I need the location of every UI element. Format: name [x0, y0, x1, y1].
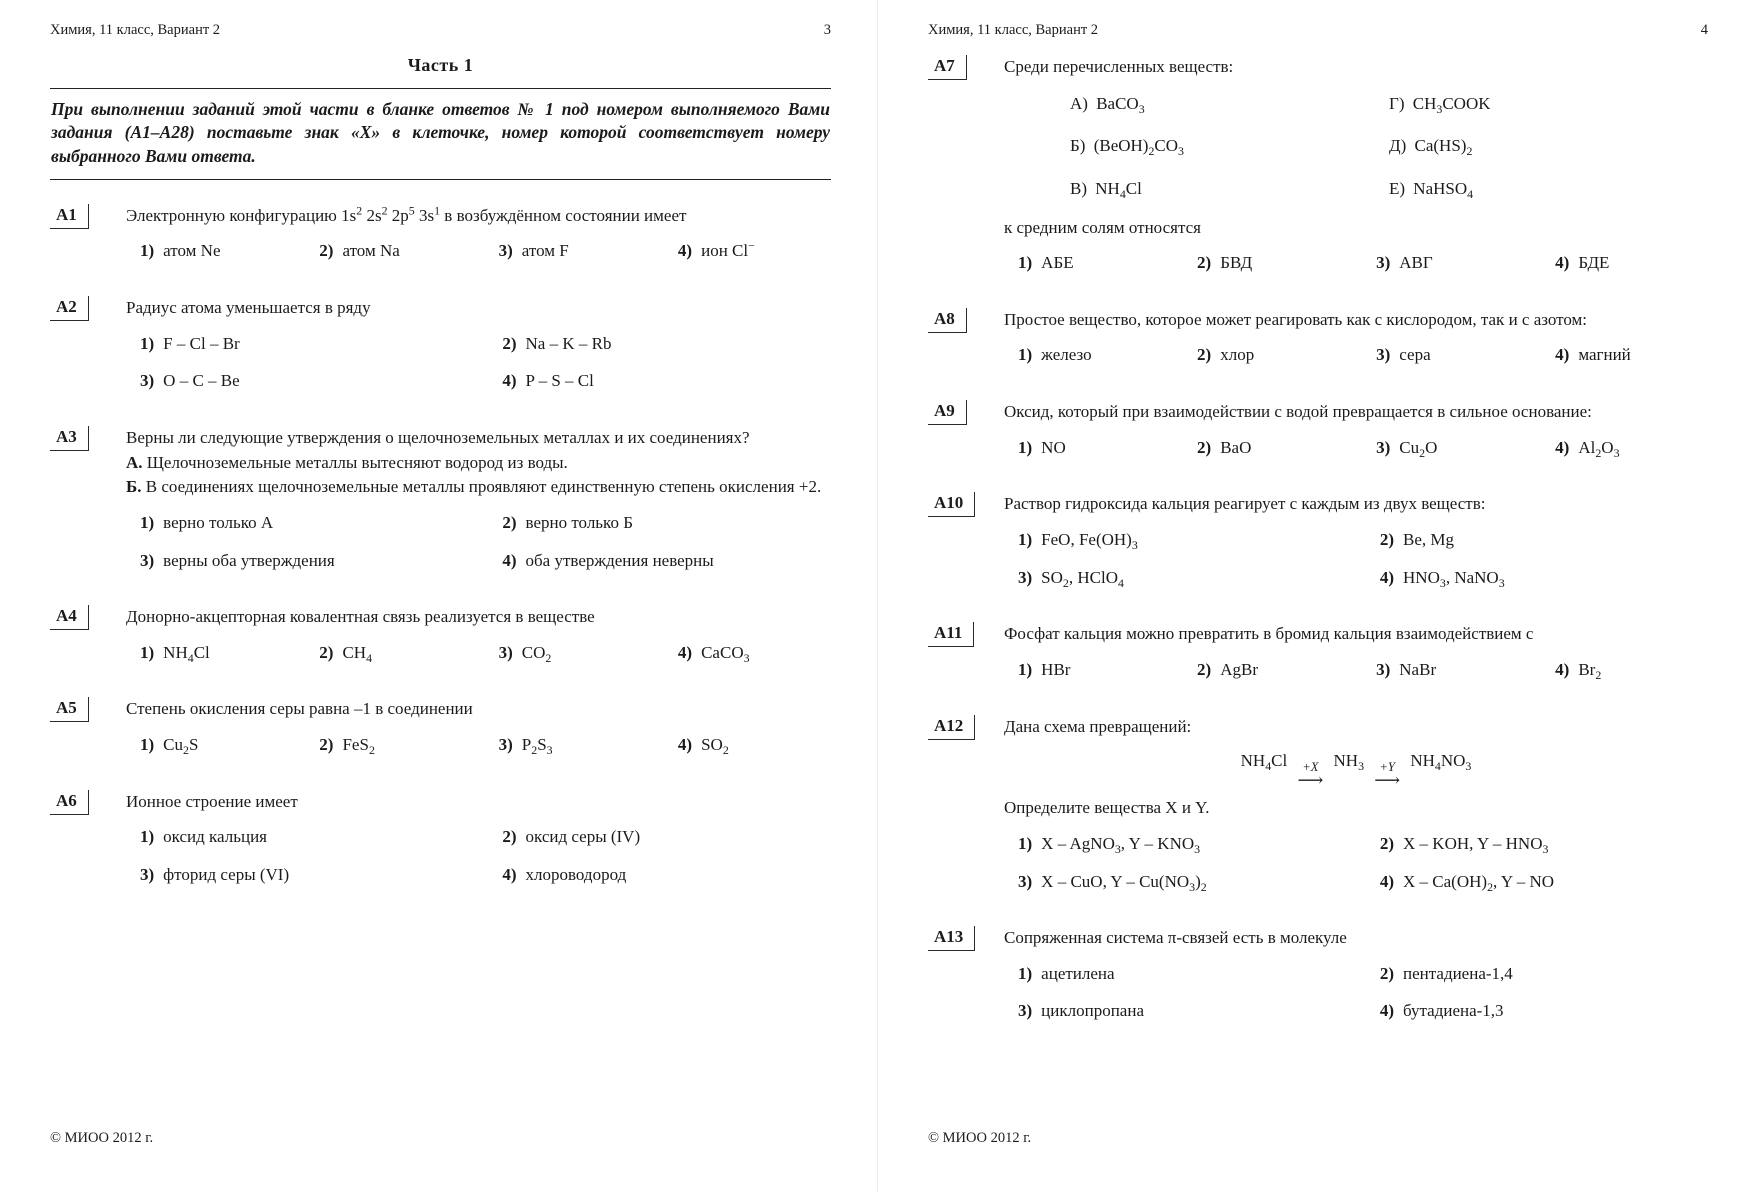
questions-page-3 — [50, 204, 831, 888]
question-label-cell — [50, 296, 126, 394]
option-number: 2) — [319, 642, 334, 662]
question-text: Оксид, который при взаимодействии с водой превращается в сильное основание: — [1004, 402, 1592, 422]
option-number: 4) — [1379, 567, 1395, 587]
option-text: оба утверждения неверны — [525, 550, 714, 570]
option-number: 4) — [1379, 871, 1395, 891]
question-text: Ионное строение имеет — [126, 791, 298, 811]
option-number: 3) — [140, 550, 155, 570]
option — [140, 863, 488, 888]
question-А7 — [928, 55, 1708, 276]
question-text: Простое вещество, которое может реагировать как с кислородом, так и с азотом: — [1004, 309, 1588, 329]
question-text: Электронную конфигурацию $1s^2$ $2s^2$ $2p^5$ $3s^1$ в возбуждённом состоянии имеет — [126, 203, 687, 225]
option-number: 2) — [1197, 345, 1212, 365]
option-text: атом Ne — [163, 241, 221, 261]
option-number: 4) — [502, 550, 517, 570]
question-label-cell — [928, 400, 1004, 460]
question-id: А3 — [50, 426, 89, 451]
option-number: 1) — [1018, 437, 1033, 457]
option — [140, 332, 488, 357]
option-number: 1) — [1018, 833, 1033, 853]
question-label-cell — [928, 715, 1004, 895]
question-text: Раствор гидроксида кальция реагирует с каждым из двух веществ: — [1004, 494, 1486, 514]
option — [1376, 436, 1541, 461]
option-number: 1) — [1018, 963, 1033, 983]
option-text: FeS$_2$ — [342, 735, 375, 758]
option — [1018, 658, 1183, 683]
option-text: верно только Б — [525, 512, 633, 532]
option — [1018, 251, 1183, 276]
option-text: X – CuO, Y – $Cu(NO_3)_2$ — [1041, 871, 1207, 894]
statement-label: Б. — [126, 477, 142, 497]
question-id: А9 — [928, 400, 967, 425]
option-text: FeO, $Fe(OH)_3$ — [1041, 530, 1138, 553]
option-number: 2) — [1197, 659, 1212, 679]
running-header — [928, 22, 1708, 39]
option-number: 3) — [498, 642, 513, 662]
option-number: 2) — [502, 333, 517, 353]
question-id: А11 — [928, 622, 974, 647]
question-text: Степень окисления серы равна –1 в соединении — [126, 699, 473, 719]
question-id: А7 — [928, 55, 967, 80]
option — [1376, 658, 1541, 683]
option-number: 3) — [1376, 345, 1391, 365]
option — [502, 332, 831, 357]
question-body — [126, 204, 831, 264]
option-number: 3) — [1376, 437, 1391, 457]
option — [678, 239, 831, 264]
substance-item — [1070, 177, 1389, 202]
option-number: 2) — [1379, 530, 1395, 550]
question-А12 — [928, 715, 1708, 895]
option-number: 1) — [140, 735, 155, 755]
option — [678, 733, 831, 758]
options — [1004, 251, 1708, 276]
option-text: NaBr — [1399, 659, 1437, 679]
question-А3 — [50, 426, 831, 573]
substance-formula: $NH_4Cl$ — [1095, 178, 1142, 202]
option-number: 4) — [1555, 345, 1570, 365]
option-number: 1) — [1018, 253, 1033, 273]
option-text: хлор — [1220, 345, 1255, 365]
option-text: HBr — [1041, 659, 1071, 679]
option-text: БВД — [1220, 253, 1253, 273]
question-body — [1004, 55, 1708, 276]
option-text: $SO_2$, HClO$_4$ — [1041, 567, 1124, 590]
option-text: $Al_2O_3$ — [1578, 437, 1620, 460]
question-text: Среди перечисленных веществ: — [1004, 57, 1234, 76]
option-text: AgBr — [1220, 659, 1258, 679]
option — [499, 239, 664, 264]
substance-item — [1389, 177, 1708, 202]
option-number: 1) — [140, 333, 155, 353]
option — [1376, 343, 1541, 368]
option — [140, 641, 305, 666]
question-label-cell — [50, 697, 126, 757]
question-body — [1004, 622, 1708, 682]
option-text: сера — [1399, 345, 1431, 365]
statement-label: А. — [126, 452, 143, 472]
question-label-cell — [928, 55, 1004, 276]
option-text: циклопропана — [1041, 1001, 1144, 1021]
option-text: NO — [1041, 437, 1066, 457]
instruction-text: При выполнении заданий этой части в бланке ответов № 1 под номером выполняемого Вами задания (А1–А28) поставьте знак «Х» в клеточке, номер которой соответствует номеру выбранного Вами ответа. — [50, 88, 831, 180]
option-text: $Br_2$ — [1578, 659, 1602, 683]
option-number: 2) — [319, 735, 334, 755]
option-number: 3) — [140, 865, 155, 885]
question-А9 — [928, 400, 1708, 460]
option — [502, 549, 831, 574]
substance-label: Б) — [1070, 136, 1086, 156]
option-text: ацетилена — [1041, 963, 1115, 983]
option — [502, 369, 831, 394]
option — [502, 511, 831, 536]
option — [1018, 832, 1366, 857]
option-number: 4) — [1555, 253, 1570, 273]
option-text: пентадиена-1,4 — [1403, 963, 1513, 983]
option-text: Be, Mg — [1403, 530, 1455, 550]
option — [140, 369, 488, 394]
question-id: А6 — [50, 790, 89, 815]
option-text: верно только А — [163, 512, 274, 532]
option-number: 3) — [498, 735, 513, 755]
options — [1004, 832, 1708, 894]
option-text: верны оба утверждения — [163, 550, 335, 570]
option-number: 3) — [1376, 659, 1391, 679]
option-number: 4) — [677, 735, 693, 755]
question-label-cell — [928, 308, 1004, 368]
question-А4 — [50, 605, 831, 665]
question-id: А13 — [928, 926, 975, 951]
question-id: А1 — [50, 204, 89, 229]
option-number: 4) — [1555, 437, 1570, 457]
option-number: 4) — [1379, 1001, 1395, 1021]
header-title: Химия, 11 класс, Вариант 2 — [50, 22, 221, 38]
option — [1555, 343, 1708, 368]
option — [140, 825, 488, 850]
substance-item — [1389, 134, 1708, 159]
question-label-cell — [928, 492, 1004, 590]
option-text: $SO_2$ — [701, 735, 729, 758]
option — [319, 239, 484, 264]
option-number: 4) — [1555, 659, 1570, 679]
question-А11 — [928, 622, 1708, 682]
option-text: атом F — [521, 241, 569, 261]
option-text: F – Cl – Br — [163, 333, 240, 353]
option-number: 3) — [1018, 567, 1033, 587]
options — [1004, 528, 1708, 590]
substance-formula: $Ca(HS)_2$ — [1414, 136, 1473, 159]
option — [1018, 870, 1366, 895]
option — [319, 641, 484, 666]
option — [1018, 343, 1183, 368]
options — [126, 825, 831, 887]
option — [1380, 999, 1708, 1024]
footer-copyright: © МИОО 2012 г. — [50, 1130, 154, 1146]
option-text: $NH_4Cl$ — [163, 642, 210, 665]
option-number: 3) — [1376, 253, 1391, 273]
question-body — [126, 790, 831, 888]
question-text: Сопряженная система π-связей есть в молекуле — [1004, 928, 1347, 948]
substance-formula: NaHSO$_4$ — [1413, 178, 1474, 202]
substance-item — [1070, 92, 1389, 117]
option — [1376, 251, 1541, 276]
options — [1004, 658, 1708, 683]
option — [678, 641, 831, 666]
option-text: хлороводород — [525, 865, 627, 885]
option-number: 1) — [140, 827, 155, 847]
option-number: 2) — [502, 512, 517, 532]
option — [140, 511, 488, 536]
option-text: железо — [1041, 345, 1092, 365]
question-А5 — [50, 697, 831, 757]
substance-label: В) — [1070, 178, 1087, 198]
options — [1004, 343, 1708, 368]
option-text: АВГ — [1399, 253, 1433, 273]
question-А6 — [50, 790, 831, 888]
option-number: 3) — [1018, 1001, 1033, 1021]
substance-label: Д) — [1389, 136, 1407, 156]
option-text: ион Cl− — [701, 238, 755, 261]
option-text: оксид серы (IV) — [525, 827, 641, 847]
question-label-cell — [50, 605, 126, 665]
option-text: $CO_2$ — [521, 642, 552, 665]
page-number: 3 — [823, 22, 831, 38]
running-header — [50, 22, 831, 39]
question-id: А12 — [928, 715, 975, 740]
options — [126, 641, 831, 666]
question-label-cell — [50, 426, 126, 573]
question-id: А10 — [928, 492, 975, 517]
option-number: 1) — [1018, 345, 1033, 365]
option-text: Na – K – Rb — [525, 333, 612, 353]
option-number: 2) — [319, 241, 334, 261]
statement — [126, 451, 831, 476]
option — [1555, 658, 1708, 683]
options — [126, 332, 831, 394]
option-text: $HNO_3$, NaNO$_3$ — [1403, 567, 1505, 590]
header-title: Химия, 11 класс, Вариант 2 — [928, 22, 1099, 38]
reaction-arrow: +Y ⟶ — [1374, 760, 1401, 791]
option — [140, 239, 305, 264]
option — [1380, 528, 1708, 553]
option — [1197, 251, 1362, 276]
option-text: АБЕ — [1041, 253, 1074, 273]
option — [1380, 870, 1708, 895]
option-text: $P_2S_3$ — [521, 735, 553, 758]
question-А10 — [928, 492, 1708, 590]
question-label-cell — [928, 926, 1004, 1024]
question-text: Донорно-акцепторная ковалентная связь реализуется в веществе — [126, 607, 595, 627]
option — [499, 733, 664, 758]
question-text: Радиус атома уменьшается в ряду — [126, 298, 371, 318]
option-text: O – C – Be — [163, 371, 240, 391]
reaction-scheme: $NH_4Cl$ +X ⟶ $NH_3$ +Y ⟶ $NH_4NO_3$ — [1240, 751, 1472, 791]
option — [1197, 343, 1362, 368]
substance-label: Г) — [1389, 93, 1405, 113]
option-text: $Cu_2S$ — [163, 735, 199, 758]
option-number: 2) — [1379, 963, 1395, 983]
question-body — [1004, 492, 1708, 590]
option-number: 2) — [502, 827, 517, 847]
option-number: 4) — [677, 642, 693, 662]
substance-label: А) — [1070, 93, 1088, 113]
question-body — [1004, 400, 1708, 460]
question-text: Фосфат кальция можно превратить в бромид кальция взаимодействием с — [1004, 624, 1534, 644]
questions-page-4 — [928, 55, 1708, 1024]
substance-label: Е) — [1389, 178, 1406, 198]
option — [1555, 436, 1708, 461]
option-number: 1) — [140, 512, 155, 532]
option-text: бутадиена-1,3 — [1403, 1001, 1504, 1021]
option — [1018, 962, 1366, 987]
option-text: P – S – Cl — [525, 371, 594, 391]
option-number: 4) — [502, 865, 517, 885]
option-text: BaO — [1220, 437, 1252, 457]
option-number: 3) — [1018, 871, 1033, 891]
option-text: атом Na — [342, 241, 400, 261]
option — [1018, 999, 1366, 1024]
question-body — [126, 605, 831, 665]
options — [126, 733, 831, 758]
option-text: $Cu_2O$ — [1399, 437, 1438, 460]
option — [1197, 436, 1362, 461]
option-text: БДЕ — [1578, 253, 1610, 273]
option-number: 2) — [1379, 833, 1395, 853]
page-number: 4 — [1700, 22, 1708, 38]
option-number: 1) — [140, 241, 155, 261]
question-label-cell — [50, 204, 126, 264]
question-text: Верны ли следующие утверждения о щелочноземельных металлах и их соединениях? — [126, 428, 750, 447]
question-label-cell — [50, 790, 126, 888]
options — [1004, 436, 1708, 461]
option — [1380, 962, 1708, 987]
footer-copyright: © МИОО 2012 г. — [928, 1130, 1032, 1146]
option-number: 2) — [1197, 253, 1212, 273]
option-number: 4) — [677, 241, 693, 261]
question-label-cell — [928, 622, 1004, 682]
options — [126, 239, 831, 264]
question-body — [1004, 926, 1708, 1024]
option — [502, 863, 831, 888]
question-body — [126, 426, 831, 573]
question-А8 — [928, 308, 1708, 368]
question-body — [126, 296, 831, 394]
option-number: 1) — [140, 642, 155, 662]
question-subtext: Определите вещества X и Y. — [1004, 798, 1210, 818]
question-id: А5 — [50, 697, 89, 722]
option — [499, 641, 664, 666]
statement-text: Щелочноземельные металлы вытесняют водород из воды. — [146, 452, 568, 472]
option — [1555, 251, 1708, 276]
option-text: магний — [1578, 345, 1631, 365]
substance-formula: $(BeOH)_2CO_3$ — [1093, 136, 1184, 159]
question-body — [1004, 715, 1708, 895]
substance-formula: $CH_3COOK$ — [1412, 93, 1491, 116]
option-number: 1) — [1018, 530, 1033, 550]
option — [502, 825, 831, 850]
question-id: А8 — [928, 308, 967, 333]
option-number: 2) — [1197, 437, 1212, 457]
reaction-arrow: +X ⟶ — [1297, 760, 1324, 791]
question-id: А4 — [50, 605, 89, 630]
statement-text: В соединениях щелочноземельные металлы проявляют единственную степень окисления +2. — [145, 477, 822, 497]
option-text: X – KOH, Y – $HNO_3$ — [1403, 833, 1549, 857]
substance-item — [1389, 92, 1708, 117]
option — [1197, 658, 1362, 683]
part-title: Часть 1 — [407, 55, 474, 75]
option — [1380, 566, 1708, 591]
page-4 — [877, 0, 1754, 1191]
question-А2 — [50, 296, 831, 394]
question-body — [126, 697, 831, 757]
option — [1018, 566, 1366, 591]
option-number: 4) — [502, 371, 517, 391]
statement — [126, 475, 831, 500]
question-А1 — [50, 204, 831, 264]
option-text: оксид кальция — [163, 827, 267, 847]
option — [1018, 528, 1366, 553]
option-text: CaCO$_3$ — [701, 642, 750, 665]
question-body — [1004, 308, 1708, 368]
option — [319, 733, 484, 758]
option — [1018, 436, 1183, 461]
substance-item — [1070, 134, 1389, 159]
option — [1380, 832, 1708, 857]
question-subtext: к средним солям относятся — [1004, 217, 1201, 237]
options — [1004, 962, 1708, 1024]
question-id: А2 — [50, 296, 89, 321]
option-number: 1) — [1018, 659, 1033, 679]
option — [140, 549, 488, 574]
option-text: X – AgNO$_3$, Y – $KNO_3$ — [1041, 833, 1201, 857]
option-text: X – $Ca(OH)_2$, Y – NO — [1403, 871, 1555, 894]
option-number: 3) — [140, 371, 155, 391]
question-А13 — [928, 926, 1708, 1024]
substance-formula: BaCO$_3$ — [1096, 93, 1145, 116]
option-number: 3) — [498, 241, 513, 261]
option-text: фторид серы (VI) — [163, 865, 290, 885]
option-text: $CH_4$ — [342, 642, 373, 665]
option — [140, 733, 305, 758]
substance-list — [1004, 92, 1708, 202]
question-text: Дана схема превращений: — [1004, 716, 1192, 736]
options — [126, 511, 831, 573]
